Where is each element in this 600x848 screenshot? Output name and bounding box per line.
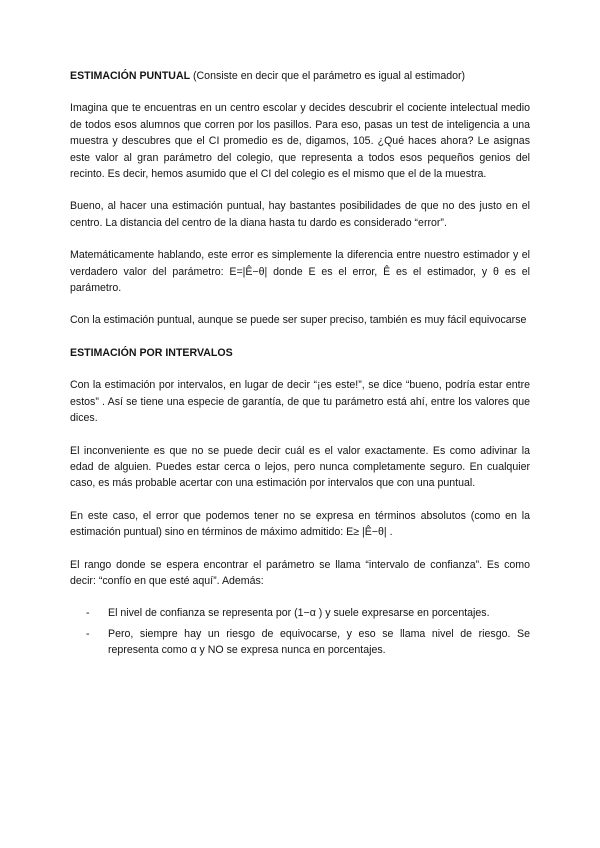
section-intervalos-heading — [70, 345, 530, 361]
bullet-list — [70, 605, 530, 658]
paragraph-puntual-2: Bueno, al hacer una estimación puntual, hay bastantes posibilidades de que no des justo en el centro. La distancia del centro de la diana hasta tu dardo es considerado “error”. — [70, 200, 530, 229]
paragraph-intervalos-2: El inconveniente es que no se puede decir cuál es el valor exactamente. Es como adivinar la edad de alguien. Puedes estar cerca o lejos, pero nunca completamente seguro. En cualquier caso, es más probable acertar con una estimación por intervalos que con una puntual. — [70, 444, 530, 490]
paragraph-intervalos-1: Con la estimación por intervalos, en lugar de decir “¡es este!”, se dice “bueno, podría estar entre estos” . Así se tiene una especie de garantía, de que tu parámetro está ahí, entre los valores que dices. — [70, 379, 530, 425]
bullet-text-confianza: El nivel de confianza se representa por (1−α ) y suele expresarse en porcentajes. — [108, 607, 490, 620]
bullet-marker: - — [86, 627, 90, 640]
section-puntual-title: ESTIMACIÓN PUNTUAL — [70, 70, 191, 82]
bullet-item-riesgo — [86, 626, 530, 659]
section-puntual-heading — [70, 68, 530, 84]
paragraph-puntual-1: Imagina que te encuentras en un centro escolar y decides descubrir el cociente intelectual medio de todos esos alumnos que corren por los pasillos. Para eso, pasas un test de inteligencia a una muestra y descubres que el CI promedio es de, digamos, 105. ¿Qué haces ahora? Le asignas este valor al gran parámetro del colegio, que representa a todos esos pequeños genios del recinto. Es decir, hemos asumido que el CI del colegio es el mismo que el de la muestra. — [70, 102, 530, 181]
paragraph-puntual-4: Con la estimación puntual, aunque se puede ser super preciso, también es muy fácil equivocarse — [70, 314, 527, 327]
bullet-item-confianza — [86, 605, 530, 621]
paragraph-puntual-3: Matemáticamente hablando, este error es simplemente la diferencia entre nuestro estimador y el verdadero valor del parámetro: E=|Ê−θ| donde E es el error, Ê es el estimador, y θ es el parámetro. — [70, 249, 530, 295]
bullet-marker: - — [86, 607, 90, 620]
section-intervalos-title: ESTIMACIÓN POR INTERVALOS — [70, 346, 233, 359]
bullet-text-riesgo: Pero, siempre hay un riesgo de equivocarse, y eso se llama nivel de riesgo. Se representa como α y NO se expresa nunca en porcentajes. — [108, 627, 530, 657]
paragraph-intervalos-4: El rango donde se espera encontrar el parámetro se llama “intervalo de confianza”. Es como decir: “confío en que esté aquí”. Además: — [70, 558, 530, 587]
section-puntual-subtitle: (Consiste en decir que el parámetro es igual al estimador) — [190, 70, 466, 82]
paragraph-intervalos-3: En este caso, el error que podemos tener no se expresa en términos absolutos (como en la estimación puntual) sino en términos de máximo admitido: E≥ |Ê−θ| . — [70, 509, 530, 539]
